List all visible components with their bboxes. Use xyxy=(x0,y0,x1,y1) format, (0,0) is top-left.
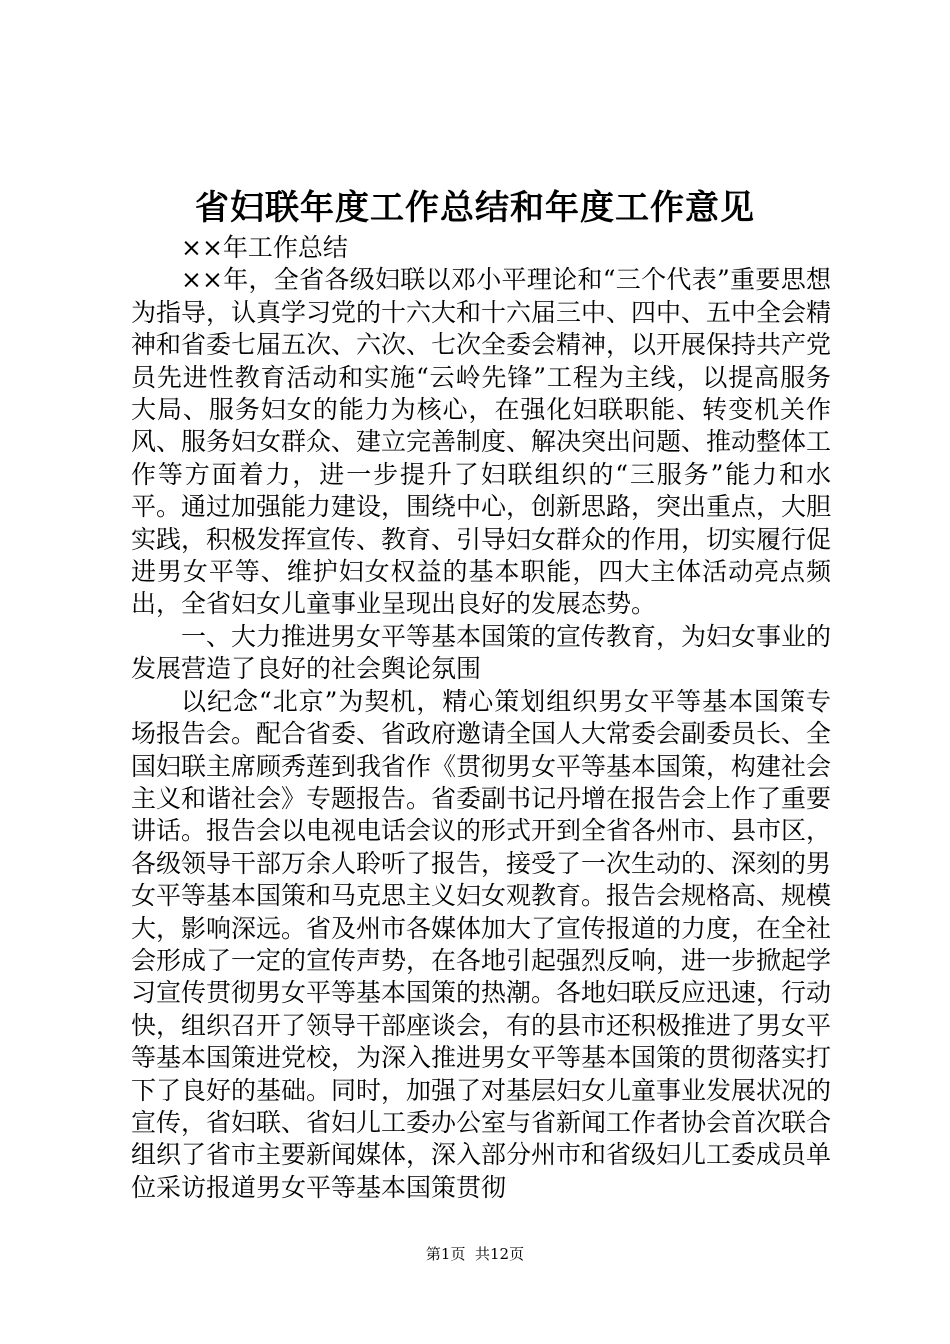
body-paragraph: ××年，全省各级妇联以邓小平理论和“三个代表”重要思想为指导，认真学习党的十六大和十六届三中、四中、五中全会精神和省委七届五次、六次、七次全委会精神，以开展保持共产党员先进性教育活动和实施“云岭先锋”工程为主线，以提高服务大局、服务妇女的能力为核心，在强化妇联职能、转变机关作风、服务妇女群众、建立完善制度、解决突出问题、推动整体工作等方面着力，进一步提升了妇联组织的“三服务”能力和水平。通过加强能力建设，围绕中心，创新思路，突出重点，大胆实践，积极发挥宣传、教育、引导妇女群众的作用，切实履行促进男女平等、维护妇女权益的基本职能，四大主体活动亮点频出，全省妇女儿童事业呈现出良好的发展态势。 xyxy=(131,265,832,619)
body-paragraph: 以纪念“北京”为契机，精心策划组织男女平等基本国策专场报告会。配合省委、省政府邀请全国人大常委会副委员长、全国妇联主席顾秀莲到我省作《贯彻男女平等基本国策，构建社会主义和谐社会》专题报告。省委副书记丹增在报告会上作了重要讲话。报告会以电视电话会议的形式开到全省各州市、县市区，各级领导干部万余人聆听了报告，接受了一次生动的、深刻的男女平等基本国策和马克思主义妇女观教育。报告会规格高、规模大，影响深远。省及州市各媒体加大了宣传报道的力度，在全社会形成了一定的宣传声势，在各地引起强烈反响，进一步掀起学习宣传贯彻男女平等基本国策的热潮。各地妇联反应迅速，行动快，组织召开了领导干部座谈会，有的县市还积极推进了男女平等基本国策进党校，为深入推进男女平等基本国策的贯彻落实打下了良好的基础。同时，加强了对基层妇女儿童事业发展状况的宣传，省妇联、省妇儿工委办公室与省新闻工作者协会首次联合组织了省市主要新闻媒体，深入部分州市和省级妇儿工委成员单位采访报道男女平等基本国策贯彻 xyxy=(131,686,832,1202)
document-body xyxy=(131,232,831,1204)
document-title: 省妇联年度工作总结和年度工作意见 xyxy=(195,188,755,228)
page-number-footer: 第1页 共12页 xyxy=(425,1245,525,1263)
section-heading-annual-summary: ××年工作总结 xyxy=(181,233,348,262)
section-heading: 一、大力推进男女平等基本国策的宣传教育，为妇女事业的发展营造了良好的社会舆论氛围 xyxy=(131,621,832,684)
